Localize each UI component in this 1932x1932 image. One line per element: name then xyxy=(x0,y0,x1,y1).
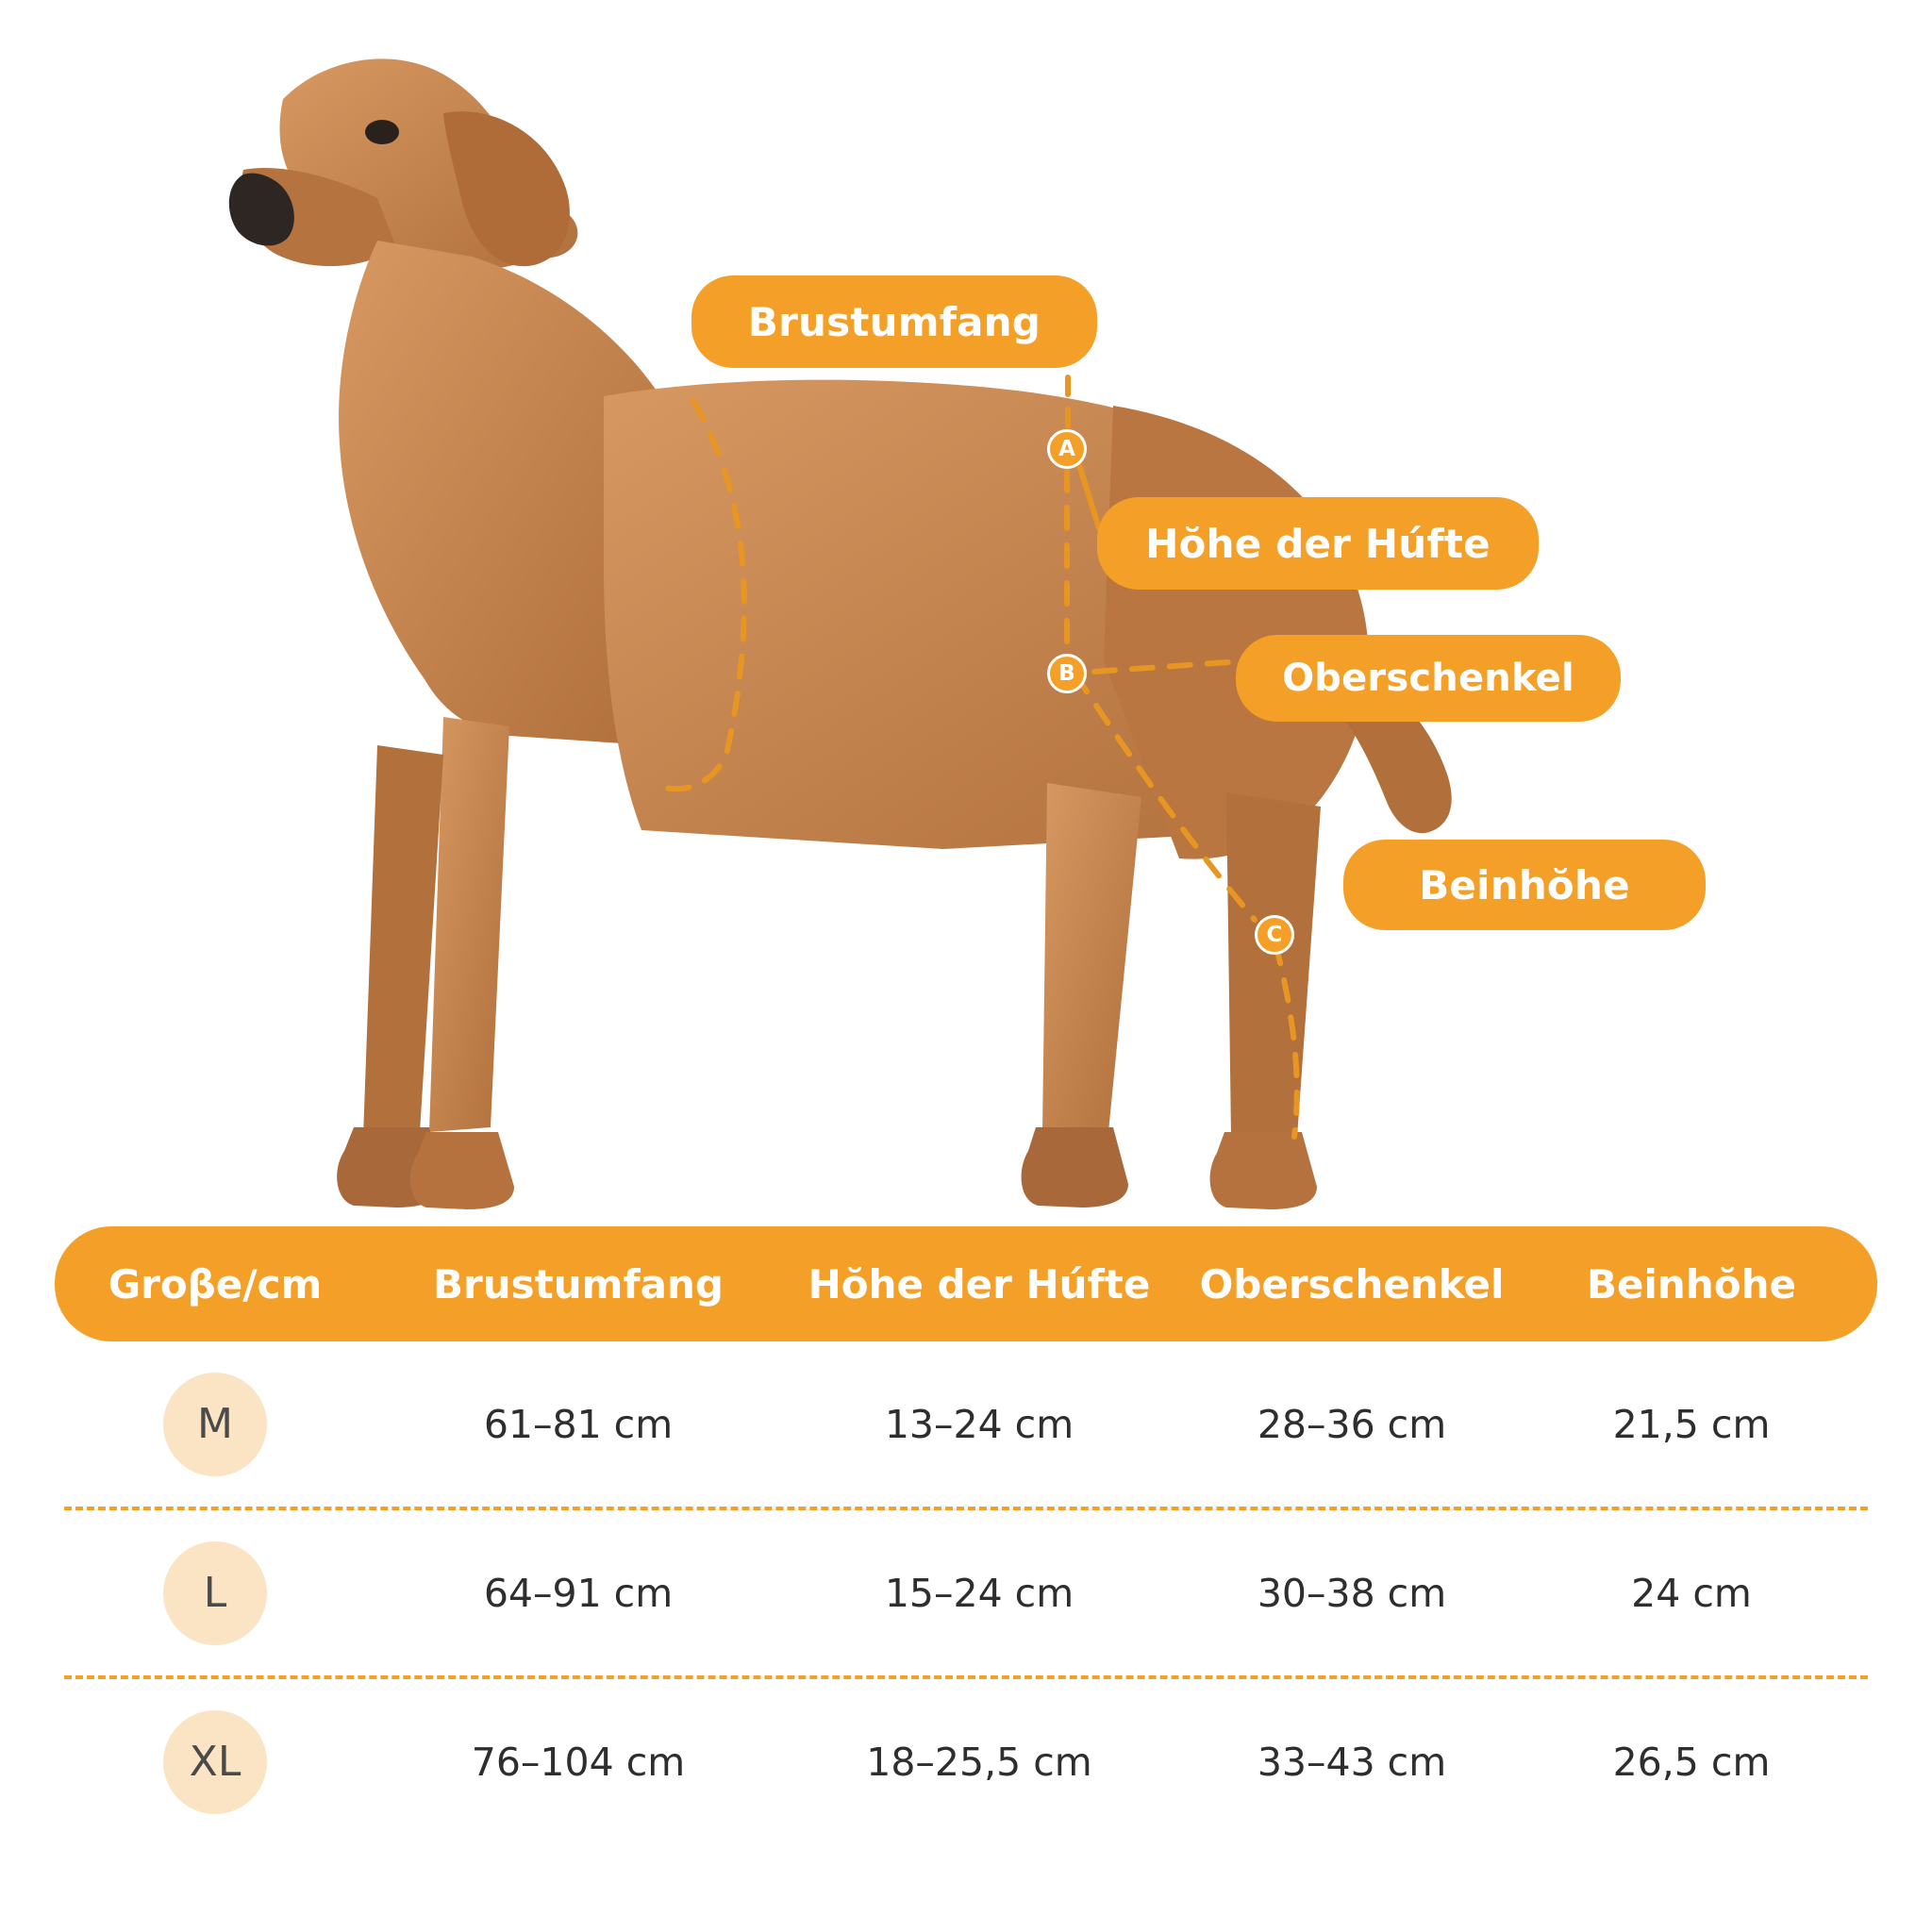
callout-leg: Beinhŏhe xyxy=(1343,840,1706,930)
callout-hip: Hŏhe der Húfte xyxy=(1097,497,1539,590)
hip-cell: 18–25,5 cm xyxy=(866,1739,1092,1785)
thigh-cell: 33–43 cm xyxy=(1257,1739,1447,1785)
leg-cell: 21,5 cm xyxy=(1612,1401,1771,1447)
leg-cell: 24 cm xyxy=(1631,1570,1752,1616)
table-header-row xyxy=(55,1226,1877,1341)
leg-cell: 26,5 cm xyxy=(1612,1739,1771,1785)
size-cell xyxy=(55,1541,375,1645)
callout-thigh: Oberschenkel xyxy=(1236,635,1621,722)
table-row xyxy=(55,1510,1877,1675)
size-table xyxy=(55,1226,1877,1844)
size-badge: M xyxy=(163,1373,267,1476)
chest-cell: 76–104 cm xyxy=(471,1739,686,1785)
thigh-cell: 28–36 cm xyxy=(1257,1401,1447,1447)
marker-point-a: A xyxy=(1047,429,1087,469)
chest-cell: 61–81 cm xyxy=(483,1401,674,1447)
hip-cell: 15–24 cm xyxy=(884,1570,1074,1616)
callout-chest: Brustumfang xyxy=(691,275,1097,368)
header-thigh: Oberschenkel xyxy=(1199,1260,1505,1307)
header-leg: Beinhŏhe xyxy=(1587,1260,1796,1307)
header-size: Groβe/cm xyxy=(108,1260,323,1307)
chest-cell: 64–91 cm xyxy=(483,1570,674,1616)
header-hip: Hŏhe der Húfte xyxy=(808,1260,1151,1307)
size-badge: L xyxy=(163,1541,267,1645)
marker-point-c: C xyxy=(1255,915,1294,955)
header-chest: Brustumfang xyxy=(433,1260,724,1307)
table-row xyxy=(55,1341,1877,1507)
size-badge: XL xyxy=(163,1710,267,1814)
marker-point-b: B xyxy=(1047,654,1087,693)
hip-cell: 13–24 cm xyxy=(884,1401,1074,1447)
table-row xyxy=(55,1679,1877,1844)
size-cell xyxy=(55,1373,375,1476)
size-cell xyxy=(55,1710,375,1814)
thigh-cell: 30–38 cm xyxy=(1257,1570,1447,1616)
